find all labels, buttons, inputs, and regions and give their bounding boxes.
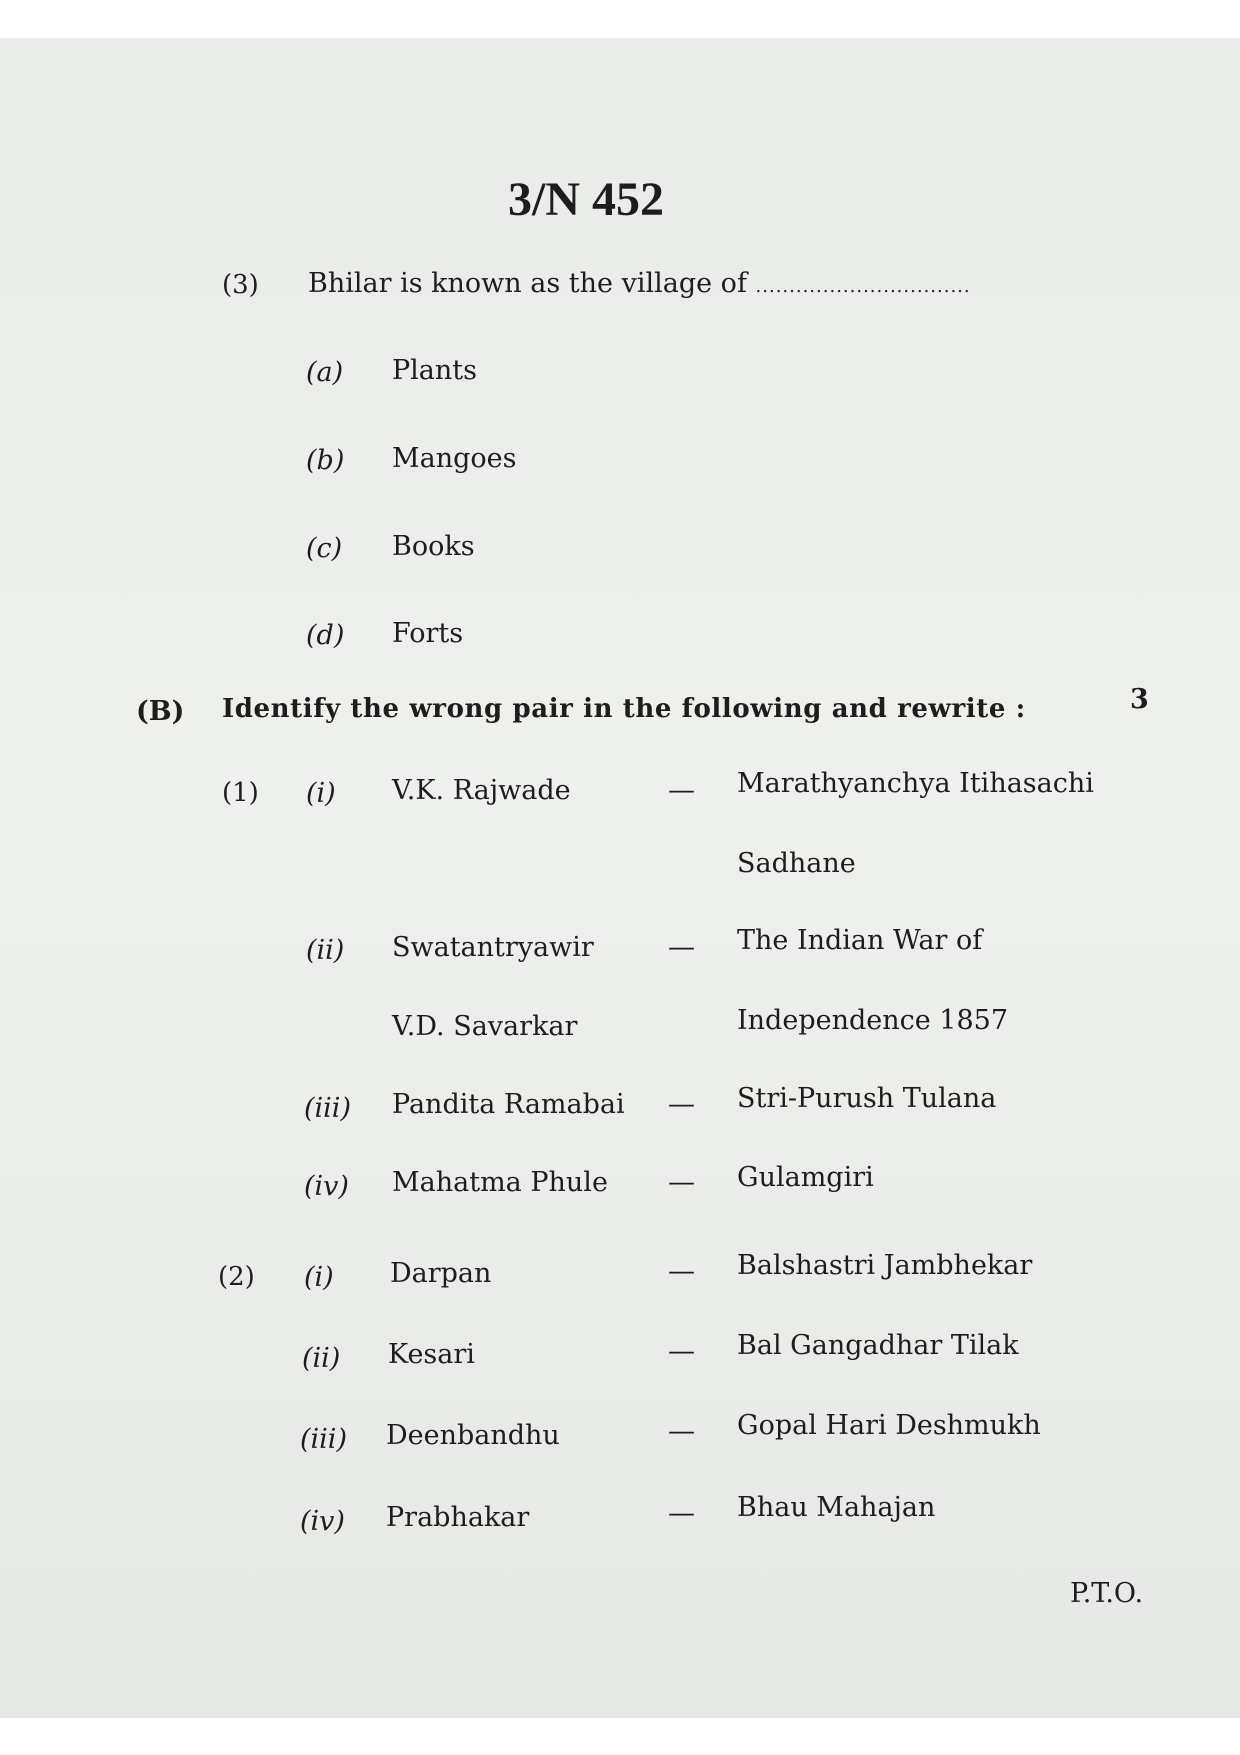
- pair-label: (iii): [304, 1093, 351, 1124]
- pair-label: (ii): [302, 1343, 341, 1374]
- pair-left: Deenbandhu: [386, 1420, 560, 1451]
- option-label: (d): [306, 620, 345, 651]
- pair-left: Kesari: [388, 1339, 475, 1370]
- pair-right: Bhau Mahajan: [737, 1492, 936, 1523]
- pair-right-cont: Sadhane: [737, 848, 856, 879]
- pto-note: P.T.O.: [1070, 1578, 1144, 1609]
- pair-left: Pandita Ramabai: [392, 1089, 625, 1120]
- set-number: (1): [222, 778, 259, 808]
- pair-left: Darpan: [390, 1258, 492, 1289]
- pair-right: The Indian War of: [737, 925, 983, 956]
- pair-left: Prabhakar: [386, 1502, 530, 1533]
- pair-right: Marathyanchya Itihasachi: [737, 768, 1094, 799]
- option-text: Books: [392, 531, 475, 562]
- pair-left: V.K. Rajwade: [392, 775, 571, 806]
- question-number: (3): [222, 270, 259, 300]
- pair-dash: —: [668, 1167, 695, 1198]
- pair-left: Mahatma Phule: [392, 1167, 608, 1198]
- pair-right-cont: Independence 1857: [737, 1005, 1009, 1036]
- pair-dash: —: [668, 1498, 695, 1529]
- option-label: (c): [306, 533, 343, 564]
- pair-right: Gopal Hari Deshmukh: [737, 1410, 1041, 1441]
- pair-label: (iv): [300, 1506, 345, 1537]
- pair-dash: —: [668, 775, 695, 806]
- pair-dash: —: [668, 1336, 695, 1367]
- pair-right: Stri-Purush Tulana: [737, 1083, 997, 1114]
- option-label: (a): [306, 357, 344, 388]
- pair-right: Bal Gangadhar Tilak: [737, 1330, 1019, 1361]
- pair-dash: —: [668, 1416, 695, 1447]
- option-text: Plants: [392, 355, 477, 386]
- paper-code: 3/N 452: [508, 173, 664, 226]
- pair-dash: —: [668, 932, 695, 963]
- pair-label: (i): [306, 778, 336, 809]
- pair-left-cont: V.D. Savarkar: [392, 1011, 578, 1042]
- question-text: [308, 268, 971, 299]
- pair-label: (ii): [306, 935, 345, 966]
- option-text: Forts: [392, 618, 464, 649]
- pair-label: (i): [304, 1262, 334, 1293]
- set-number: (2): [218, 1262, 255, 1292]
- section-marks: 3: [1130, 684, 1149, 715]
- pair-right: Gulamgiri: [737, 1162, 874, 1193]
- question-text-body: Bhilar is known as the village of: [308, 268, 747, 299]
- pair-left: Swatantryawir: [392, 932, 594, 963]
- option-label: (b): [306, 445, 345, 476]
- pair-label: (iv): [304, 1171, 349, 1202]
- section-instruction: Identify the wrong pair in the following and rewrite :: [222, 694, 1026, 724]
- pair-right: Balshastri Jambhekar: [737, 1250, 1033, 1281]
- pair-dash: —: [668, 1089, 695, 1120]
- answer-blank: ................................: [755, 276, 971, 297]
- pair-dash: —: [668, 1256, 695, 1287]
- option-text: Mangoes: [392, 443, 517, 474]
- section-label: (B): [136, 696, 185, 727]
- pair-label: (iii): [300, 1424, 347, 1455]
